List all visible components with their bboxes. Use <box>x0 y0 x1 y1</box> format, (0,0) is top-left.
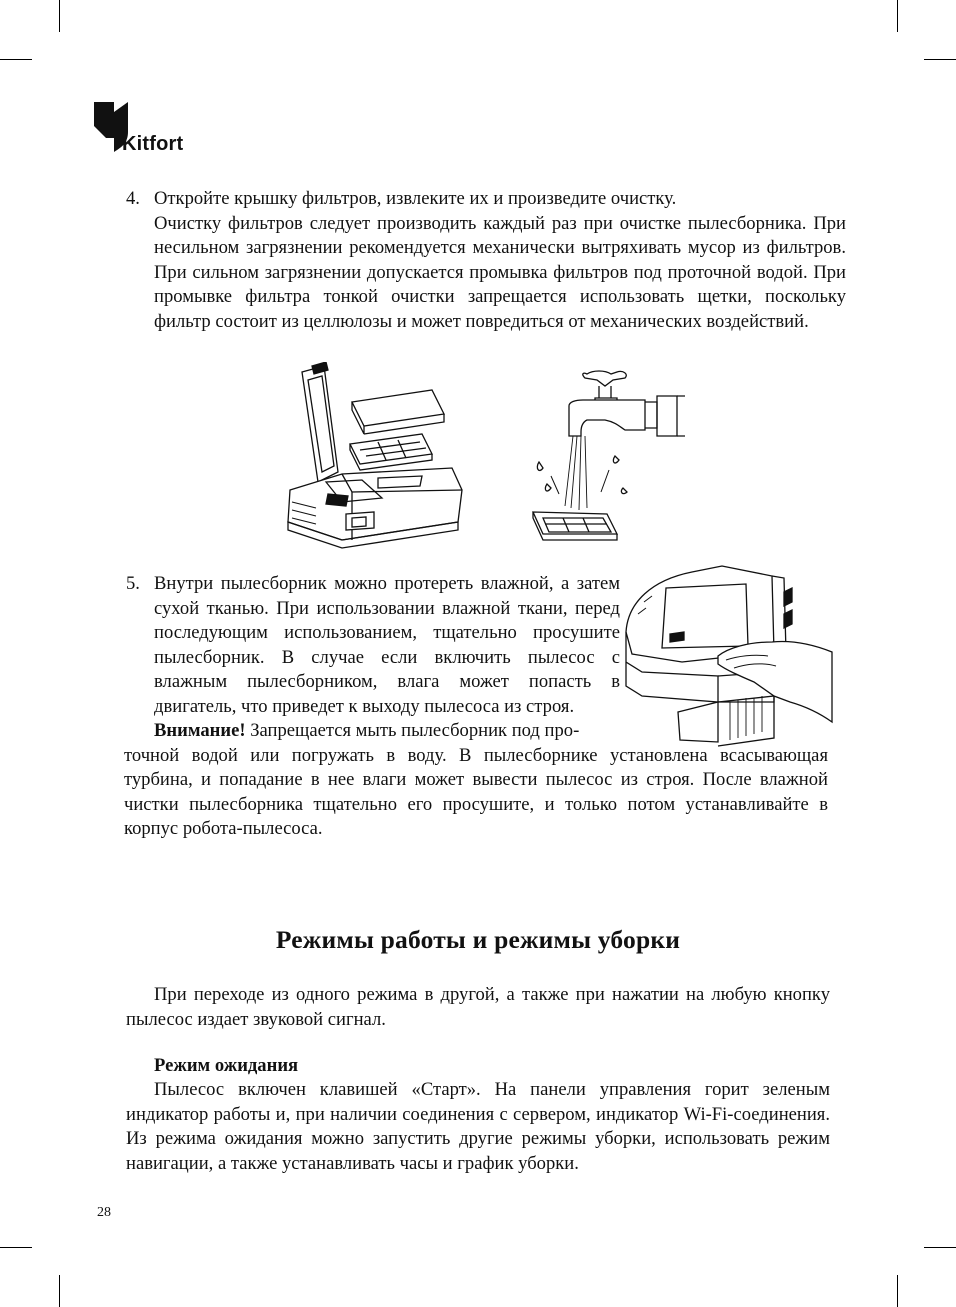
crop-mark <box>59 0 60 32</box>
warning-text-rest: точной водой или погружать в воду. В пылесборнике установлена всасывающая турбина, и попадание в нее влаги может вывести пылесос из строя. После влажной чистки пылесборника тщательно его просушите, и только потом устанавливайте в корпус робота-пылесоса. <box>124 744 828 839</box>
crop-mark <box>924 59 956 60</box>
crop-mark <box>897 1275 898 1307</box>
warning-paragraph <box>154 719 620 744</box>
crop-mark <box>59 1275 60 1307</box>
section-intro: При переходе из одного режима в другой, а также при нажатии на любую кнопку пылесос издает звуковой сигнал. <box>126 984 830 1030</box>
section-title: Режимы работы и режимы уборки <box>275 925 681 954</box>
step-number: 5. <box>126 573 140 594</box>
crop-mark <box>0 1247 32 1248</box>
filter-compartment-illustration <box>282 362 472 554</box>
filter-rinse-illustration <box>525 366 685 550</box>
crop-mark <box>897 0 898 32</box>
crop-mark <box>0 59 32 60</box>
standby-mode-text: Пылесос включен клавишей «Старт». На панели управления горит зеленым индикатор работы и, при наличии соединения с сервером, индикатор Wi-Fi-соединения. Из режима ожидания можно запустить другие режимы уборки, использовать режим навигации, а также устанавливать часы и график уборки. <box>126 1079 830 1174</box>
crop-mark <box>924 1247 956 1248</box>
step-4-lead: Откройте крышку фильтров, извлеките их и произведите очистку. <box>154 188 677 209</box>
standby-mode-title: Режим ожидания <box>154 1055 299 1076</box>
step-4-text: Очистку фильтров следует производить каждый раз при очистке пылесборника. При несильном загрязнении рекомендуется механически вытряхивать мусор из фильтров. При сильном загрязнении допускается промывка фильтров под проточной водой. При промывке фильтра тонкой очистки запрещается использовать щетки, поскольку фильтр состоит из целлюлозы и может повредиться от механических воздействий. <box>154 212 846 332</box>
warning-text-start: Запрещается мыть пылесборник под про- <box>250 720 580 741</box>
page-number: 28 <box>97 1205 111 1220</box>
dustbin-wipe-illustration <box>622 562 840 758</box>
brand-name: Kitfort <box>122 133 184 155</box>
step-5-text: Внутри пылесборник можно протереть влажной, а затем сухой тканью. При использовании влажной ткани, перед последующим использованием, тщательно просушите пылесборник. В случае если включить пылесос с влажным пылесборником, влага может попасть в двигатель, что приведет к выходу пылесоса из строя. <box>154 573 620 717</box>
step-number: 4. <box>126 188 140 209</box>
warning-label: Внимание! <box>154 720 246 741</box>
step-4 <box>126 187 846 334</box>
